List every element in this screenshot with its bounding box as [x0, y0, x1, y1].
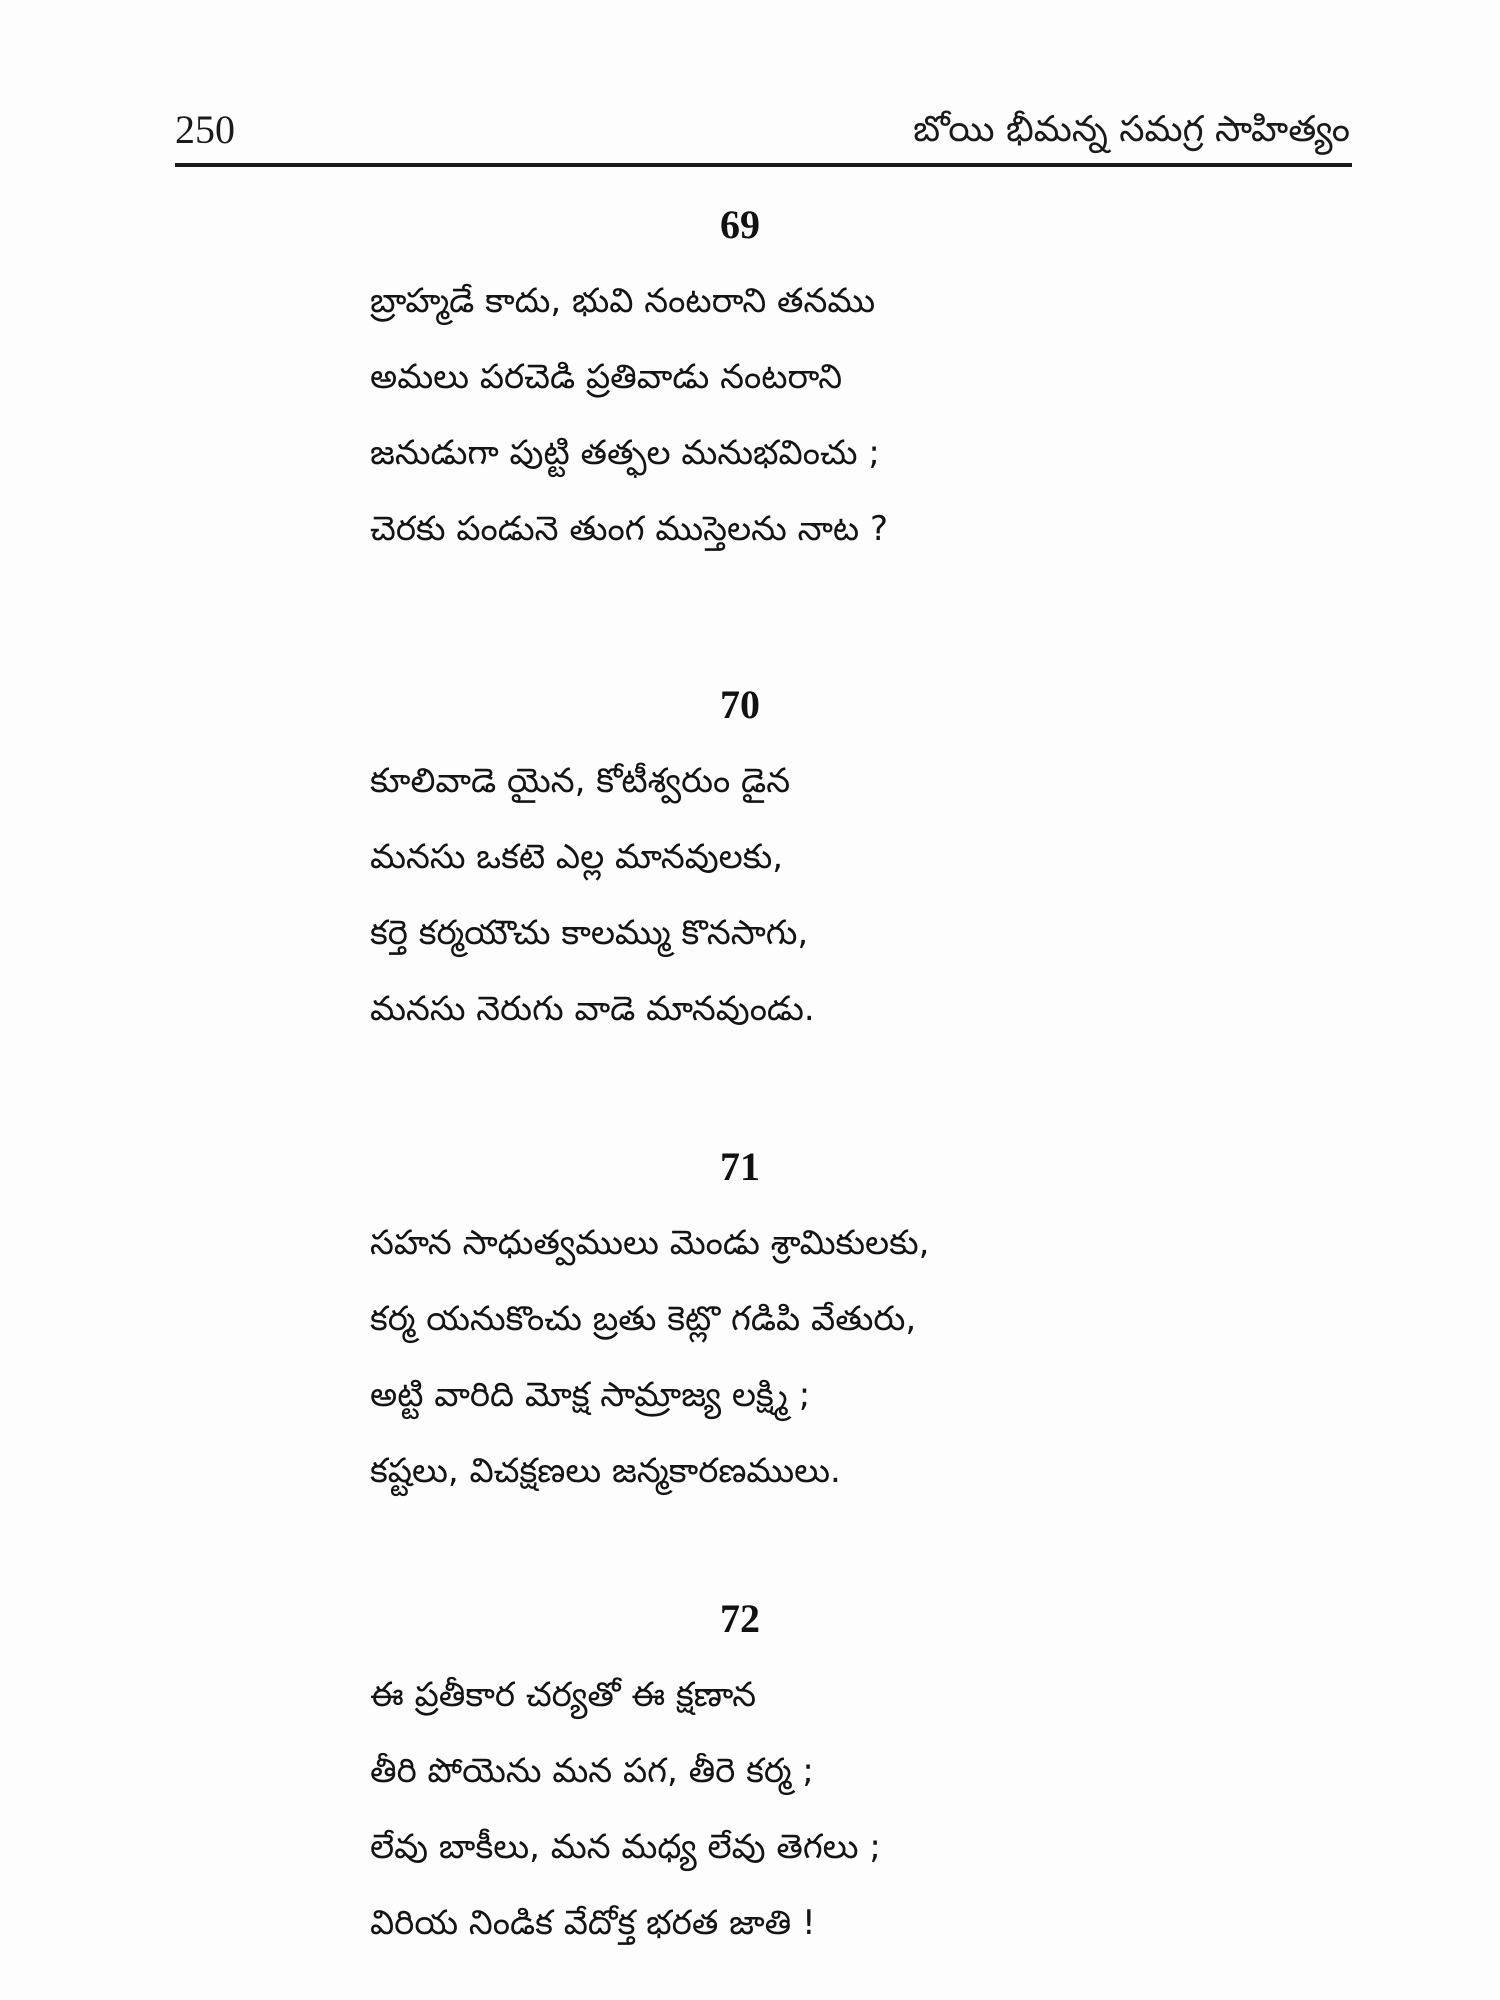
verse-line: కర్మ యనుకొంచు బ్రతు కెట్లొ గడిపి వేతురు, — [370, 1299, 917, 1339]
verse-line: లేవు బాకీలు, మన మధ్య లేవు తెగలు ; — [370, 1827, 881, 1867]
verse-line: కష్టలు, విచక్షణలు జన్మకారణములు. — [370, 1451, 841, 1491]
header-rule — [175, 163, 1352, 167]
verse-line: మనసు నెరుగు వాడె మానవుండు. — [370, 989, 815, 1029]
verse-line: బ్రాహ్మడే కాదు, భువి నంటరాని తనము — [370, 281, 876, 321]
verse-line: సహన సాధుత్వములు మెండు శ్రామికులకు, — [370, 1223, 930, 1263]
verse-line: అట్టి వారిది మోక్ష సామ్రాజ్య లక్ష్మి ; — [370, 1375, 811, 1415]
verse-line: జనుడుగా పుట్టి తత్ఫల మనుభవించు ; — [370, 433, 880, 473]
verse-line: కూలివాడె యైన, కోటీశ్వరుం డైన — [370, 761, 791, 801]
stanza-number: 71 — [720, 1144, 760, 1189]
running-title: బోయి భీమన్న సమగ్ర సాహిత్యం — [913, 109, 1350, 150]
verse-line: మనసు ఒకటె ఎల్ల మానవులకు, — [370, 837, 784, 877]
verse-line: చెరకు పండునె తుంగ ముస్తెలను నాట ? — [370, 509, 888, 549]
stanza-number: 70 — [720, 682, 760, 727]
stanza-number: 69 — [720, 202, 760, 247]
verse-line: కర్తె కర్మయౌచు కాలమ్ము కొనసాగు, — [370, 913, 809, 953]
verse-line: తీరి పోయెను మన పగ, తీరె కర్మ ; — [370, 1751, 814, 1791]
verse-line: విరియ నిండిక వేదోక్త భరత జాతి ! — [370, 1903, 816, 1943]
verse-line: ఈ ప్రతీకార చర్యతో ఈ క్షణాన — [370, 1675, 757, 1715]
page-header — [175, 105, 1350, 165]
verse-line: అమలు పరచెడి ప్రతివాడు నంటరాని — [370, 357, 843, 397]
stanza-number: 72 — [720, 1596, 760, 1641]
page-number: 250 — [175, 107, 235, 152]
